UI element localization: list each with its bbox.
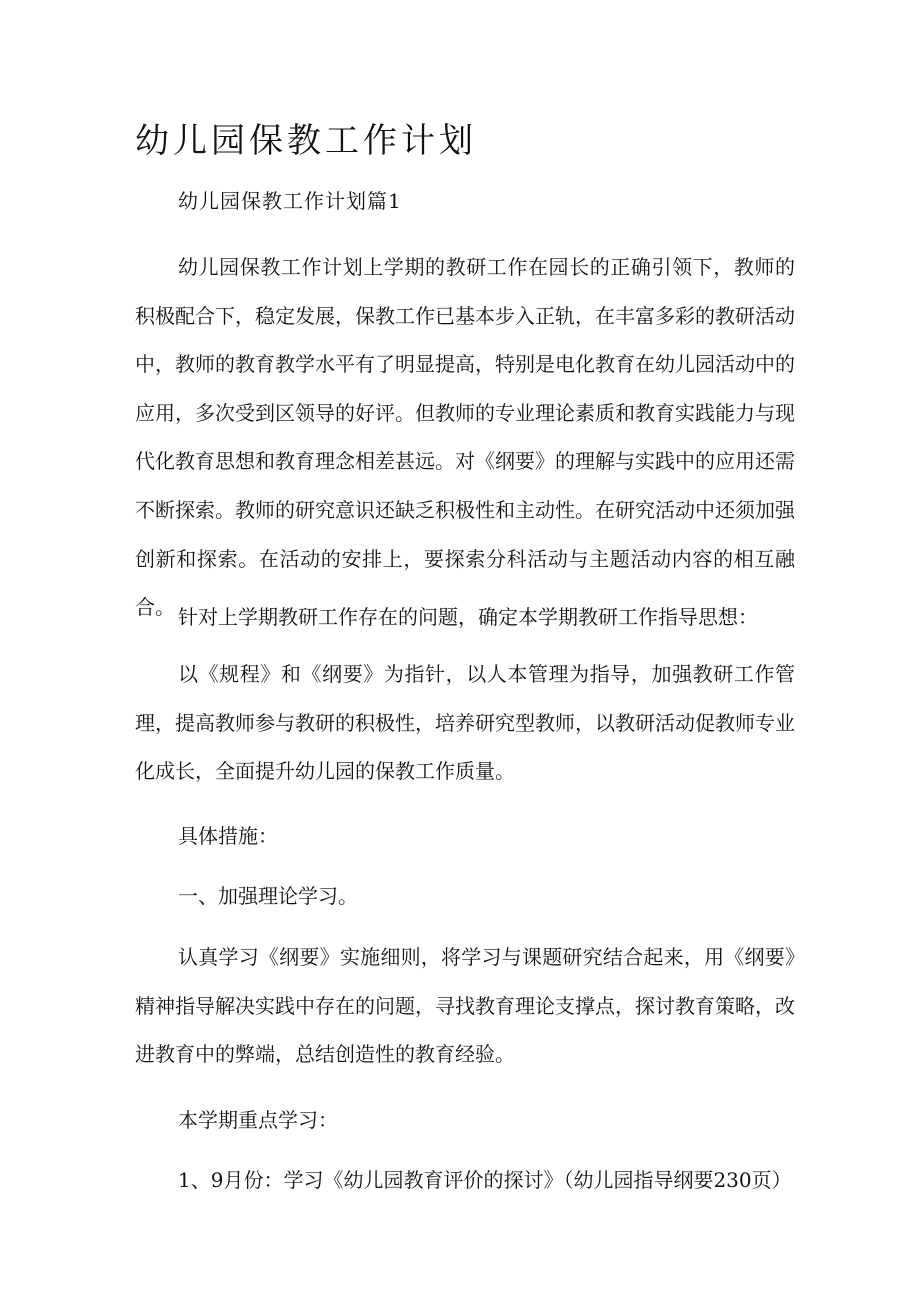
heading-key-study: 本学期重点学习： (178, 1108, 338, 1132)
heading-theory-study: 一、加强理论学习。 (178, 884, 358, 908)
document-title: 幼儿园保教工作计划 (135, 121, 477, 161)
paragraph-problem-summary: 针对上学期教研工作存在的问题，确定本学期教研工作指导思想： (178, 605, 758, 629)
paragraph-guiding-thought: 以《规程》和《纲要》为指针，以人本管理为指导，加强教研工作管理，提高教师参与教研的积极性，培养研究型教师，以教研活动促教师专业化成长，全面提升幼儿园的保教工作质量。 (135, 662, 795, 784)
paragraph-intro: 幼儿园保教工作计划上学期的教研工作在园长的正确引领下，教师的积极配合下，稳定发展，保教工作已基本步入正轨，在丰富多彩的教研活动中，教师的教育教学水平有了明显提高，特别是电化教育在幼儿园活动中的应用，多次受到区领导的好评。但教师的专业理论素质和教育实践能力与现代化教育思想和教育理念相差甚远。对《纲要》的理解与实践中的应用还需不断探索。教师的研究意识还缺乏积极性和主动性。在研究活动中还须加强创新和探索。在活动的安排上，要探索分科活动与主题活动内容的相互融合。 (135, 255, 795, 620)
document-subtitle: 幼儿园保教工作计划篇1 (178, 189, 402, 213)
paragraph-study-details: 认真学习《纲要》实施细则，将学习与课题研究结合起来，用《纲要》精神指导解决实践中存在的问题，寻找教育理论支撑点，探讨教育策略，改进教育中的弊端，总结创造性的教育经验。 (135, 945, 795, 1067)
list-item-september: 1、9月份：学习《幼儿园教育评价的探讨》（幼儿园指导纲要230页） (178, 1168, 792, 1192)
heading-specific-measures: 具体措施： (178, 824, 278, 848)
